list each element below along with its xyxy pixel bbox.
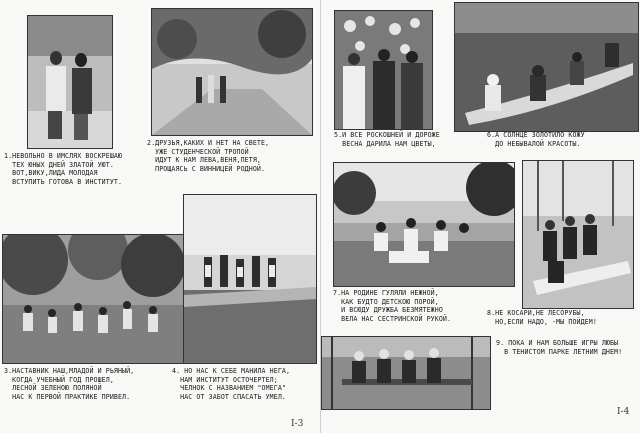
photo-3-forest-practice	[2, 234, 185, 364]
caption-5: 5.И ВСЕ РОСКОШНЕЙ И ДОРОЖЕ ВЕСНА ДАРИЛА НАМ ЦВЕТЫ,	[334, 131, 440, 148]
page-number-right: I-4	[617, 407, 630, 417]
page-number-left: I-3	[291, 419, 304, 429]
caption-2: 2.ДРУЗЬЯ,КАКИХ И НЕТ НА СВЕТЕ, УЖЕ СТУДЕНЧЕСКОЙ ТРОПОЙ ИДУТ К НАМ ЛЕВА,ВЕНЯ,ПЕТЯ, ПРОЩАЯСЬ С ВИННИЦЕЙ РОДНОЙ.	[147, 139, 270, 173]
photo-4-boat-dock	[183, 194, 317, 364]
photo-2-road-friends	[151, 8, 313, 136]
caption-4: 4. НО НАС К СЕБЕ МАНИЛА НЕГА, НАМ ИНСТИТУТ ОСТОЧЕРТЕЛ; ЧЕЛНОК С НАЗВАНИЕМ "ОМЕГА" НАС ОТ ЗАБОТ СПАСАТЬ УМЕЛ.	[172, 367, 291, 401]
album-page-right	[321, 0, 640, 433]
photo-8-log-group	[522, 160, 634, 309]
photo-1-two-girls	[27, 15, 113, 149]
caption-9: 9. ПОКА И НАМ БОЛЬШЕ ИГРЫ ЛЮБЫ В ТЕНИСТОМ ПАРКЕ ЛЕТНИМ ДНЕМ!	[496, 339, 623, 356]
photo-9-park-bench	[321, 336, 491, 410]
photo-5-flowers	[334, 10, 433, 130]
caption-8: 8.НЕ КОСАРИ,НЕ ЛЕСОРУБЫ, НО,ЕСЛИ НАДО, -МЫ ПОЙДЕМ!	[487, 309, 597, 326]
photo-6-canoe	[454, 2, 639, 132]
photo-7-riverbank	[333, 162, 515, 287]
caption-3: 3.НАСТАВНИК НАШ,МЛАДОЙ И РЬЯНЫЙ, КОГДА УЧЕБНЫЙ ГОД ПРОШЕЛ, ЛЕСНОЙ ЗЕЛЕНОЮ ПОЛЯНОЙ НАС К ПЕРВОЙ ПРАКТИКЕ ПРИВЕЛ.	[4, 367, 135, 401]
caption-7: 7.НА РОДИНЕ ГУЛЯЛИ НЕЖНОЙ, КАК БУДТО ДЕТСКОЮ ПОРОЙ, И ВСЮДУ ДРУЖБА БЕЗМЯТЕЖНО ВЕЛА НАС СЕСТРИНСКОЙ РУКОЙ.	[333, 289, 452, 323]
caption-6: 6.А СОЛНЦЕ ЗОЛОТИЛО КОЖУ ДО НЕБЫВАЛОЙ КРАСОТЫ.	[487, 131, 585, 148]
caption-1: 1.НЕВОЛЬНО В ИМСЛЯХ ВОСКРЕШАЮ ТЕХ ЮНЫХ ДНЕЙ ЗЛАТОЙ УЮТ. ВОТ,ВИКУ,ЛИДА МОЛОДАЯ ВСТУПИТЬ ГОТОВА В ИНСТИТУТ.	[4, 152, 123, 186]
